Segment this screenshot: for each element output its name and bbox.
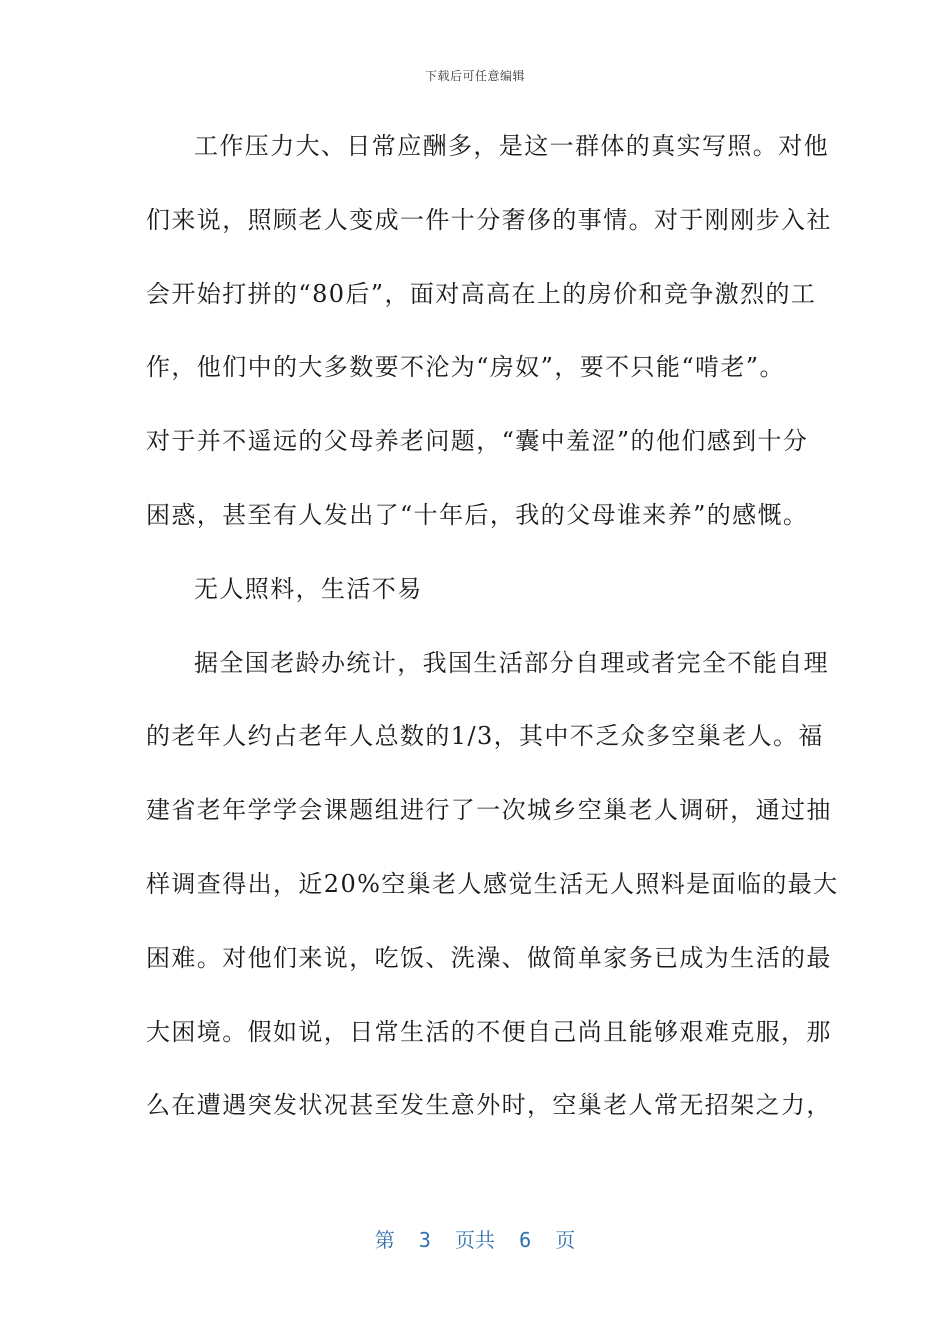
header-note: 下载后可任意编辑 [424,69,525,83]
paragraph-line: 作，他们中的大多数要不沦为“房奴”，要不只能“啃老”。 [146,353,785,382]
paragraph-line: 建省老年学学会课题组进行了一次城乡空巢老人调研，通过抽 [146,796,832,825]
paragraph-line: 困惑，甚至有人发出了“十年后，我的父母谁来养”的感慨。 [146,500,809,529]
paragraph-line: 困难。对他们来说，吃饭、洗澡、做简单家务已成为生活的最 [146,943,832,972]
paragraph-line: 对于并不遥远的父母养老问题，“囊中羞涩”的他们感到十分 [146,427,809,456]
paragraph-line: 工作压力大、日常应酬多，是这一群体的真实写照。对他 [194,132,829,160]
page-body [146,122,839,1155]
paragraph-line: 据全国老龄办统计，我国生活部分自理或者完全不能自理 [194,648,829,677]
section-heading: 无人照料，生活不易 [194,574,423,603]
paragraph-line: 样调查得出，近20%空巢老人感觉生活无人照料是面临的最大 [146,869,839,898]
paragraph-line: 大困境。假如说，日常生活的不便自己尚且能够艰难克服，那 [146,1017,832,1046]
page-number-footer: 第 3 页共 6 页 [374,1228,576,1252]
paragraph-line: 会开始打拼的“80后”，面对高高在上的房价和竞争激烈的工 [146,279,817,308]
paragraph-line: 的老年人约占老年人总数的1/3，其中不乏众多空巢老人。福 [146,722,824,751]
paragraph-line: 们来说，照顾老人变成一件十分奢侈的事情。对于刚刚步入社 [146,205,832,234]
paragraph-line: 么在遭遇突发状况甚至发生意外时，空巢老人常无招架之力， [146,1091,832,1120]
